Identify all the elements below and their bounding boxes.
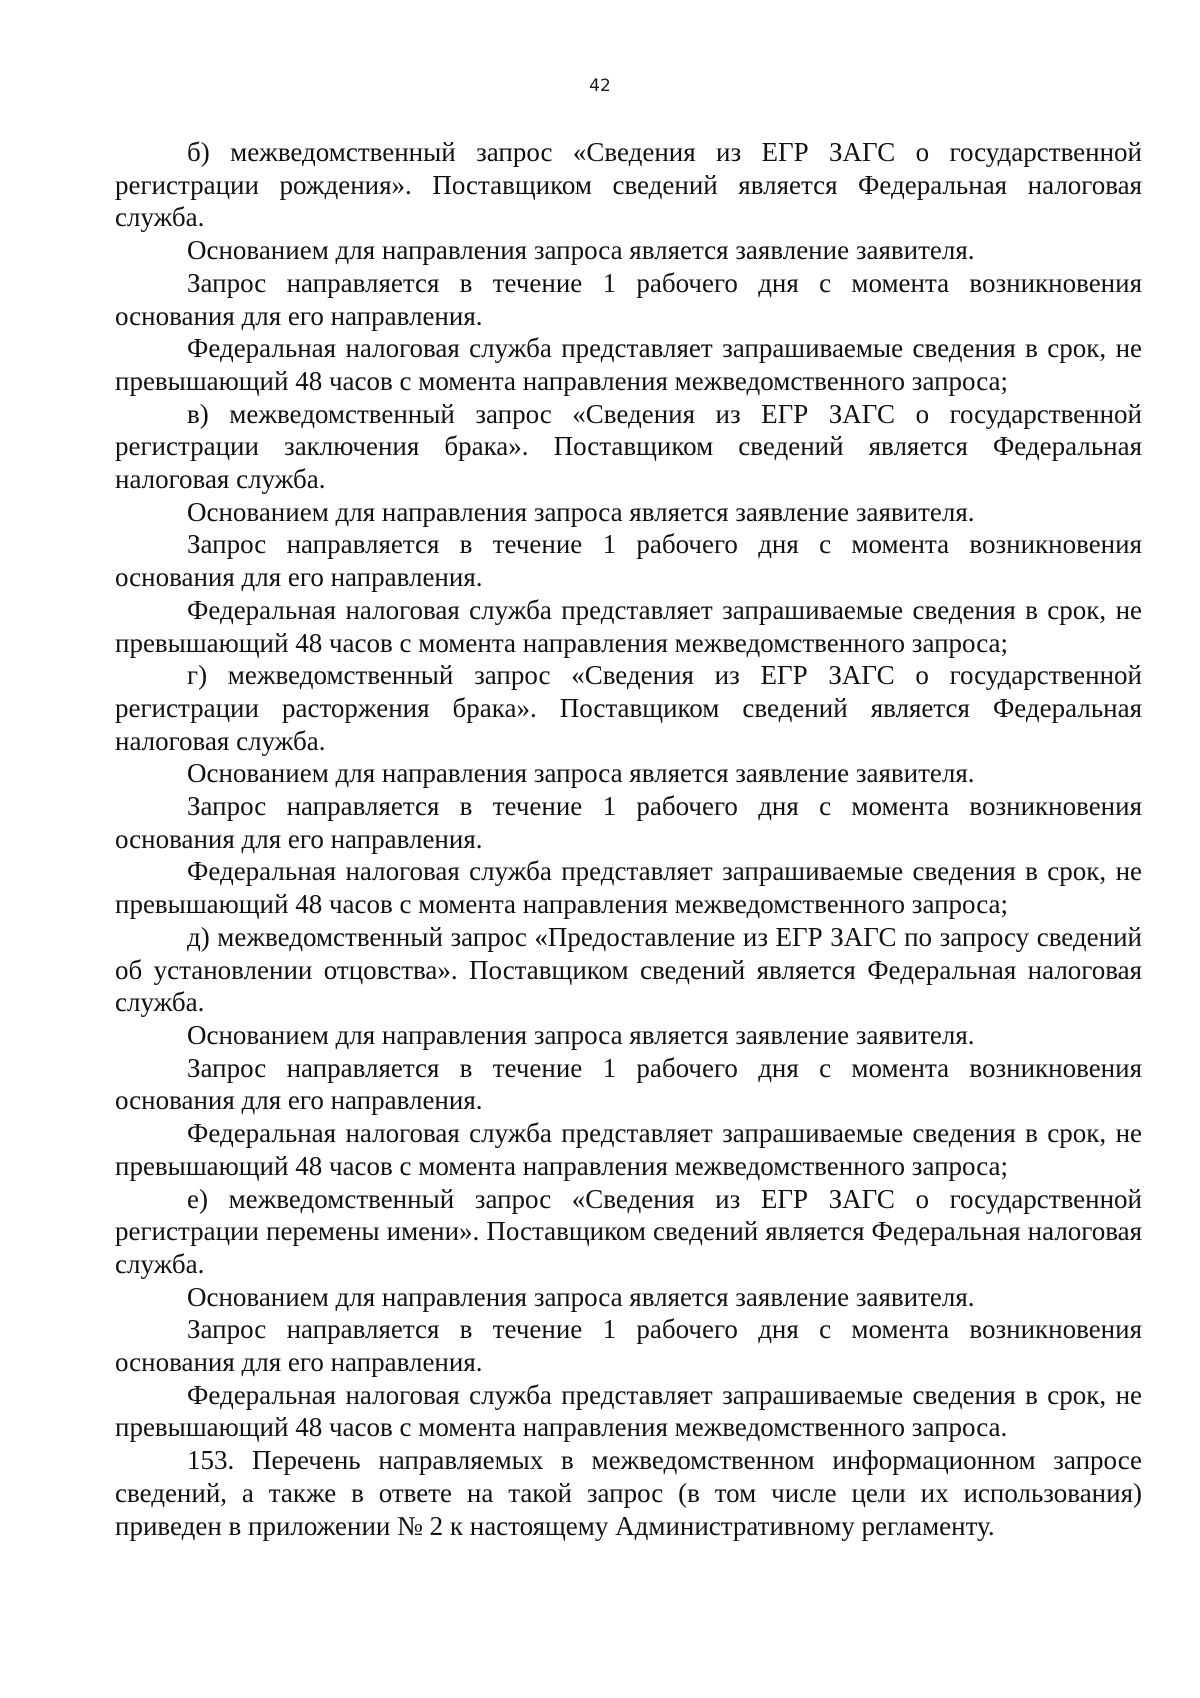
paragraph: Федеральная налоговая служба представляет запрашиваемые сведения в срок, не превышающий 48 часов с момента направления межведомственного запроса; <box>115 1118 1142 1181</box>
paragraph: Запрос направляется в течение 1 рабочего дня с момента возникновения основания для его направления. <box>115 267 1142 331</box>
paragraph: Запрос направляется в течение 1 рабочего дня с момента возникновения основания для его направления. <box>115 791 1142 854</box>
paragraph: Запрос направляется в течение 1 рабочего дня с момента возникновения основания для его направления. <box>115 1314 1142 1378</box>
paragraph: е) межведомственный запрос «Сведения из ЕГР ЗАГС о государственной регистрации перемены имени». Поставщиком сведений является Федеральная налоговая служба. <box>115 1183 1142 1279</box>
page-number: 42 <box>589 76 611 96</box>
paragraph: Основанием для направления запроса является заявление заявителя. <box>187 496 975 527</box>
document-body <box>115 136 1142 1542</box>
paragraph: Основанием для направления запроса является заявление заявителя. <box>187 1281 975 1312</box>
paragraph: Основанием для направления запроса является заявление заявителя. <box>187 1019 975 1050</box>
paragraph: Федеральная налоговая служба представляет запрашиваемые сведения в срок, не превышающий 48 часов с момента направления межведомственного запроса; <box>115 333 1142 396</box>
paragraph: д) межведомственный запрос «Предоставление из ЕГР ЗАГС по запросу сведений об установлении отцовства». Поставщиком сведений является Федеральная налоговая служба. <box>115 921 1142 1018</box>
paragraph: б) межведомственный запрос «Сведения из ЕГР ЗАГС о государственной регистрации рождения». Поставщиком сведений является Федеральная налоговая служба. <box>115 137 1142 233</box>
paragraph: Запрос направляется в течение 1 рабочего дня с момента возникновения основания для его направления. <box>115 529 1142 593</box>
paragraph: Запрос направляется в течение 1 рабочего дня с момента возникновения основания для его направления. <box>115 1052 1142 1116</box>
paragraph: в) межведомственный запрос «Сведения из ЕГР ЗАГС о государственной регистрации заключения брака». Поставщиком сведений является Федеральная налоговая служба. <box>115 398 1142 495</box>
paragraph: Федеральная налоговая служба представляет запрашиваемые сведения в срок, не превышающий 48 часов с момента направления межведомственного запроса; <box>115 594 1142 658</box>
paragraph: Федеральная налоговая служба представляет запрашиваемые сведения в срок, не превышающий 48 часов с момента направления межведомственного запроса. <box>115 1379 1142 1443</box>
paragraph: Основанием для направления запроса является заявление заявителя. <box>187 235 975 266</box>
paragraph: 153. Перечень направляемых в межведомственном информационном запросе сведений, а также в ответе на такой запрос (в том числе цели их использования) приведен в приложении № 2 к настоящему Административному регламенту. <box>115 1445 1142 1541</box>
paragraph: Федеральная налоговая служба представляет запрашиваемые сведения в срок, не превышающий 48 часов с момента направления межведомственного запроса; <box>115 856 1142 920</box>
paragraph: Основанием для направления запроса является заявление заявителя. <box>187 758 975 789</box>
paragraph: г) межведомственный запрос «Сведения из ЕГР ЗАГС о государственной регистрации расторжения брака». Поставщиком сведений является Федеральная налоговая служба. <box>115 660 1142 756</box>
